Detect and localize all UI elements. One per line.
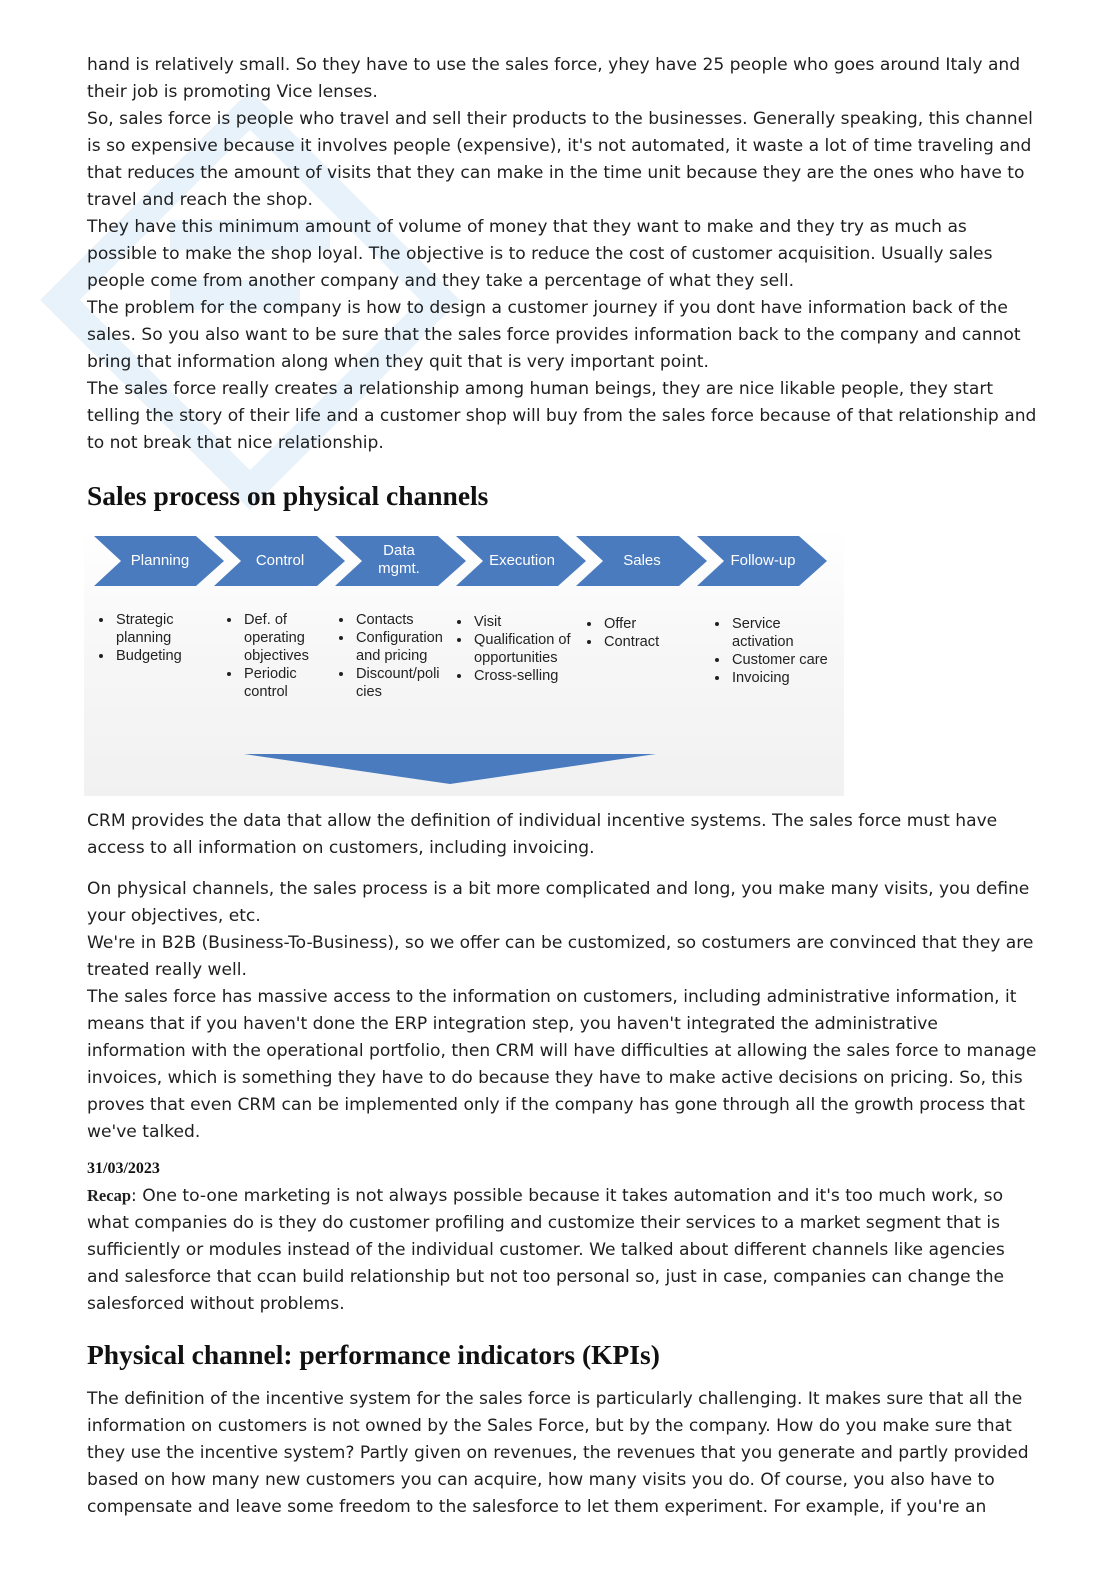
paragraph: The definition of the incentive system for the sales force is particularly challenging. It makes sure that all the information on customers is not owned by the Sales Force, but by the company. How do you make sure that they use the incentive system? Partly given on revenues, the revenues that you generate and partly provided based on how many new customers you can acquire, how many visits you do. Of course, you also have to compensate and leave some freedom to the salesforce to let them experiment. For example, if you're an xyxy=(87,1389,1029,1517)
date-heading: 31/03/2023 xyxy=(87,1160,160,1177)
paragraph: The sales force really creates a relationship among human beings, they are nice likable people, they start telling the story of their life and a customer shop will buy from the sales force because of that relationship and to not break that nice relationship. xyxy=(87,379,1037,453)
paragraph: CRM provides the data that allow the definition of individual incentive systems. The sales force must have access to all information on customers, including invoicing. xyxy=(87,811,998,858)
list-item: • Discount/poli cies xyxy=(354,665,462,701)
list-item: • Customer care xyxy=(730,651,830,669)
list-item: • Strategic planning xyxy=(114,611,214,647)
list-item: • Qualification of opportunities xyxy=(472,631,582,667)
section-heading-sales-process: Sales process on physical channels xyxy=(87,480,489,511)
stage-items-execution xyxy=(458,613,582,685)
paragraph: On physical channels, the sales process is a bit more complicated and long, you make many visits, you define your objectives, etc. xyxy=(87,879,1030,926)
stage-label-planning: Planning xyxy=(130,552,190,569)
paragraph: They have this minimum amount of volume of money that they want to make and they try as much as possible to make the shop loyal. The objective is to reduce the cost of customer acquisition. Usually sales people come from another company and they take a percentage of what they sell. xyxy=(87,217,993,291)
list-item: • Periodic control xyxy=(242,665,334,701)
list-item: • Service activation xyxy=(730,615,830,651)
list-item: • Cross-selling xyxy=(472,667,582,685)
list-item: • Contacts xyxy=(354,611,462,629)
stage-items-follow-up xyxy=(716,615,830,687)
section-heading-kpis: Physical channel: performance indicators (KPIs) xyxy=(87,1339,660,1370)
paragraph: We're in B2B (Business-To-Business), so we offer can be customized, so costumers are convinced that they are treated really well. xyxy=(87,933,1034,980)
stage-label-data-mgmt: Data mgmt. xyxy=(378,542,420,577)
stage-label-execution: Execution xyxy=(489,552,555,569)
stage-label-control: Control xyxy=(255,552,305,569)
paragraph: The sales force has massive access to the information on customers, including administrative information, it means that if you haven't done the ERP integration step, you haven't integrated the administrative information with the operational portfolio, then CRM will have difficulties at allowing the sales force to manage invoices, which is something they have to do because they have to make active decisions on pricing. So, this proves that even CRM can be implemented only if the company has gone through all the growth process that we've talked. xyxy=(87,987,1037,1142)
recap-text: : One to-one marketing is not always possible because it takes automation and it's too much work, so what companies do is they do customer profiling and customize their services to a market segment that is sufficiently or modules instead of the individual customer. We talked about different channels like agencies and salesforce that ccan build relationship but not too personal so, just in case, companies can change the salesforced without problems. xyxy=(87,1186,1005,1314)
list-item: • Budgeting xyxy=(114,647,214,665)
paragraph: The problem for the company is how to design a customer journey if you dont have information back of the sales. So you also want to be sure that the sales force provides information back to the company and cannot bring that information along when they quit that is very important point. xyxy=(87,298,1021,372)
list-item: • Offer xyxy=(602,615,692,633)
list-item: • Invoicing xyxy=(730,669,830,687)
list-item: • Visit xyxy=(472,613,582,631)
stage-items-planning xyxy=(100,611,214,665)
document-page xyxy=(87,52,1037,1521)
stage-items-data-mgmt xyxy=(340,611,462,701)
sales-process-diagram xyxy=(84,528,844,796)
list-item: • Def. of operating objectives xyxy=(242,611,334,665)
recap-paragraph xyxy=(87,1182,1037,1318)
recap-label: Recap xyxy=(87,1186,131,1205)
list-item: • Contract xyxy=(602,633,692,651)
stage-label-follow-up: Follow-up xyxy=(730,552,796,569)
paragraph: hand is relatively small. So they have to use the sales force, yhey have 25 people who goes around Italy and their job is promoting Vice lenses. xyxy=(87,55,1021,102)
stage-label-sales: Sales xyxy=(623,552,661,569)
bottom-chevron xyxy=(244,754,656,784)
stage-items-sales xyxy=(588,615,692,651)
paragraph: So, sales force is people who travel and sell their products to the businesses. Generally speaking, this channel is so expensive because it involves people (expensive), it's not automated, it waste a lot of time traveling and that reduces the amount of visits that they can make in the time unit because they are the ones who have to travel and reach the shop. xyxy=(87,109,1033,210)
list-item: • Configuration and pricing xyxy=(354,629,462,665)
stage-items-control xyxy=(228,611,334,701)
